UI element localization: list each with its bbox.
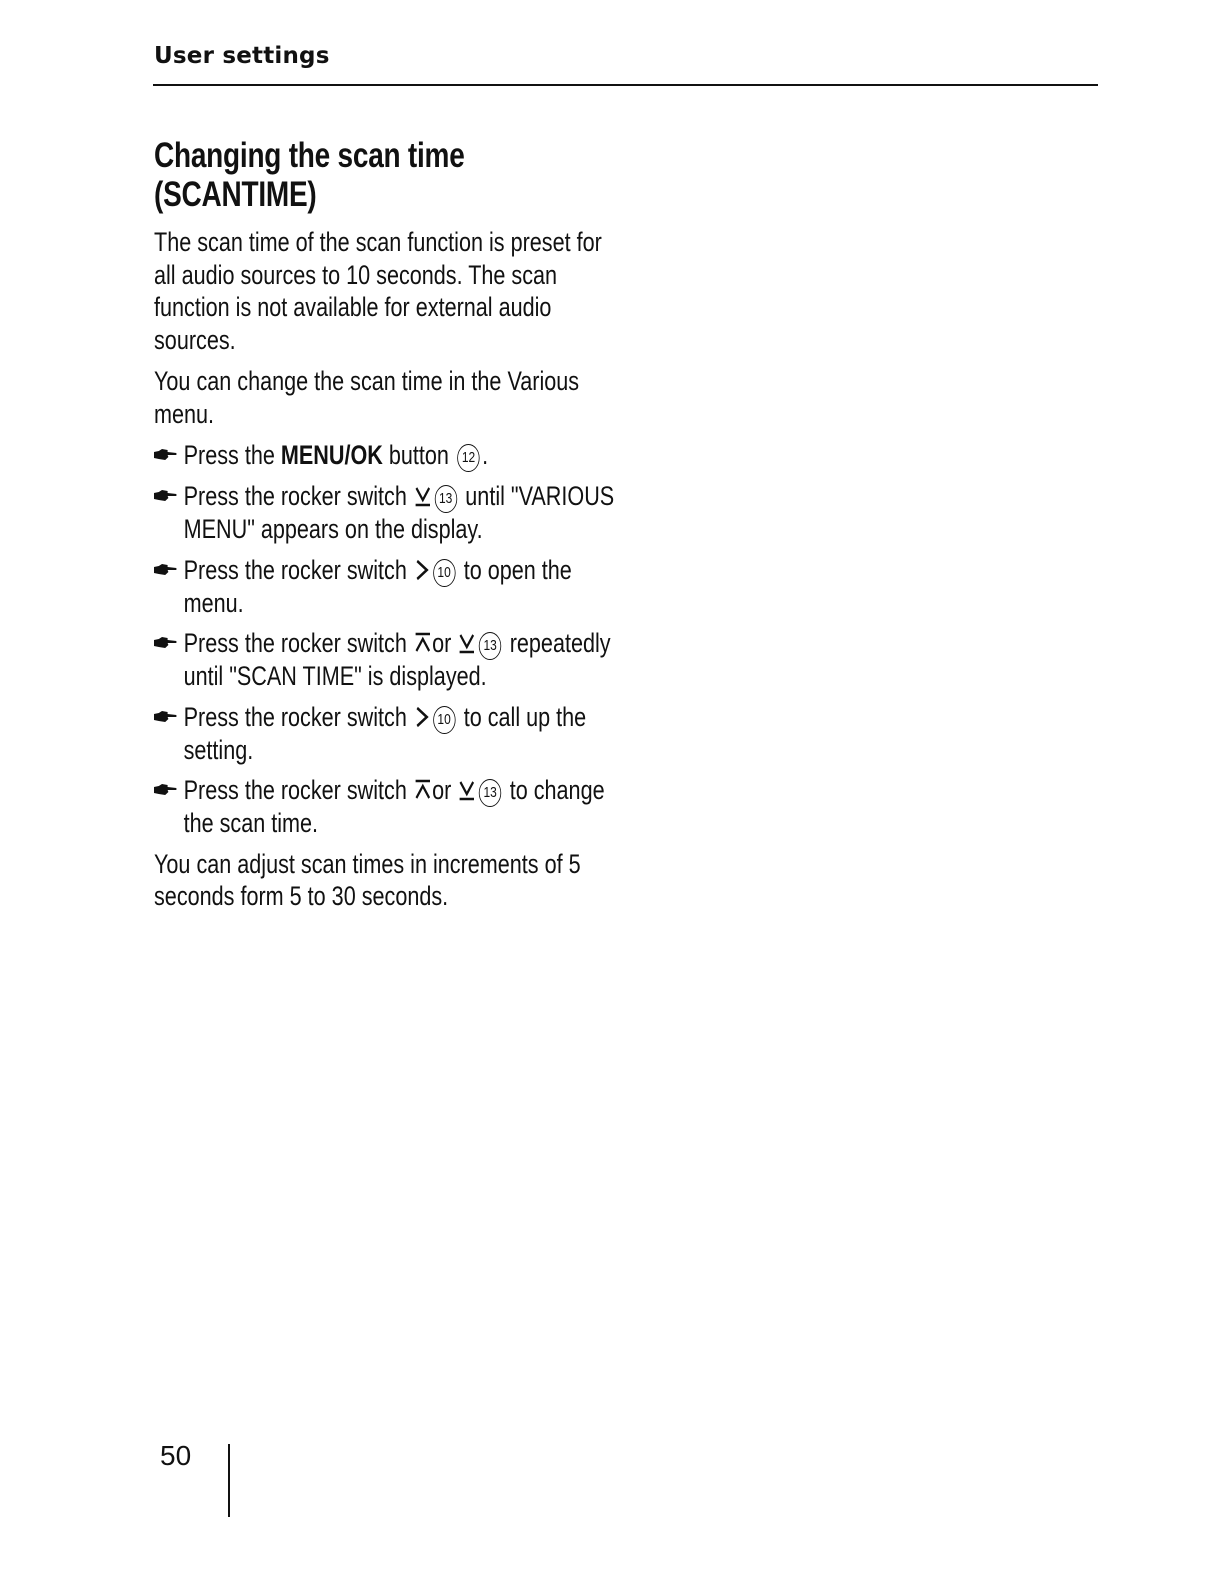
title-line-2: (SCANTIME)	[154, 175, 317, 214]
ref-number: 10	[433, 559, 455, 587]
step-6	[154, 774, 622, 840]
page-title	[154, 136, 622, 214]
pointing-hand-icon	[154, 489, 178, 503]
step-3-text-2: to open the menu.	[183, 554, 572, 618]
rocker-down-icon	[459, 632, 475, 654]
or-word: or	[432, 628, 452, 658]
pointing-hand-icon	[154, 783, 178, 797]
ref-number: 13	[479, 779, 501, 807]
step-3	[154, 554, 622, 620]
or-word: or	[432, 775, 452, 805]
step-5	[154, 701, 622, 767]
step-4	[154, 627, 622, 693]
step-6-text: Press the rocker switch	[183, 775, 407, 805]
step-2	[154, 480, 622, 546]
step-2-text-2: until "VARIOUS MENU" appears on the display.	[183, 481, 615, 544]
intro-paragraph-2: You can change the scan time in the Various menu.	[154, 366, 580, 429]
menu-ok-label: MENU/OK	[280, 440, 383, 470]
ref-number: 13	[479, 632, 501, 660]
ref-number: 10	[433, 706, 455, 734]
step-1-tail: .	[482, 440, 489, 470]
step-4-text-2: repeatedly until "SCAN TIME" is displayed.	[183, 628, 611, 691]
step-1	[154, 439, 622, 472]
step-5-text: Press the rocker switch	[183, 701, 407, 732]
running-header: User settings	[154, 43, 330, 69]
rocker-right-icon	[414, 559, 428, 581]
step-1-text: Press the	[183, 440, 281, 470]
rocker-down-icon	[414, 485, 430, 507]
header-rule	[153, 84, 1098, 86]
rocker-up-icon	[414, 632, 430, 654]
intro-paragraph-1: The scan time of the scan function is preset for all audio sources to 10 seconds. The scan function is not available for external audio sources.	[154, 227, 602, 355]
footer-rule	[228, 1444, 230, 1517]
rocker-up-icon	[414, 779, 430, 801]
step-6-text-2: to change the scan time.	[183, 775, 605, 838]
steps-list	[154, 439, 622, 840]
page-number: 50	[160, 1440, 192, 1471]
pointing-hand-icon	[154, 636, 178, 650]
step-1-text-2: button	[382, 440, 449, 470]
ref-number: 13	[434, 485, 456, 513]
condensed-column	[154, 136, 622, 913]
main-content	[154, 136, 622, 922]
title-line-1: Changing the scan time	[154, 136, 465, 175]
step-5-text-2: to call up the setting.	[183, 701, 587, 765]
rocker-down-icon	[459, 779, 475, 801]
outro-paragraph: You can adjust scan times in increments of 5 seconds form 5 to 30 seconds.	[154, 848, 581, 911]
pointing-hand-icon	[154, 710, 178, 724]
step-2-text: Press the rocker switch	[183, 481, 407, 511]
ref-number: 12	[457, 444, 479, 472]
pointing-hand-icon	[154, 563, 178, 577]
pointing-hand-icon	[154, 448, 178, 462]
rocker-right-icon	[414, 706, 428, 728]
step-3-text: Press the rocker switch	[183, 554, 407, 585]
step-4-text: Press the rocker switch	[183, 628, 407, 658]
